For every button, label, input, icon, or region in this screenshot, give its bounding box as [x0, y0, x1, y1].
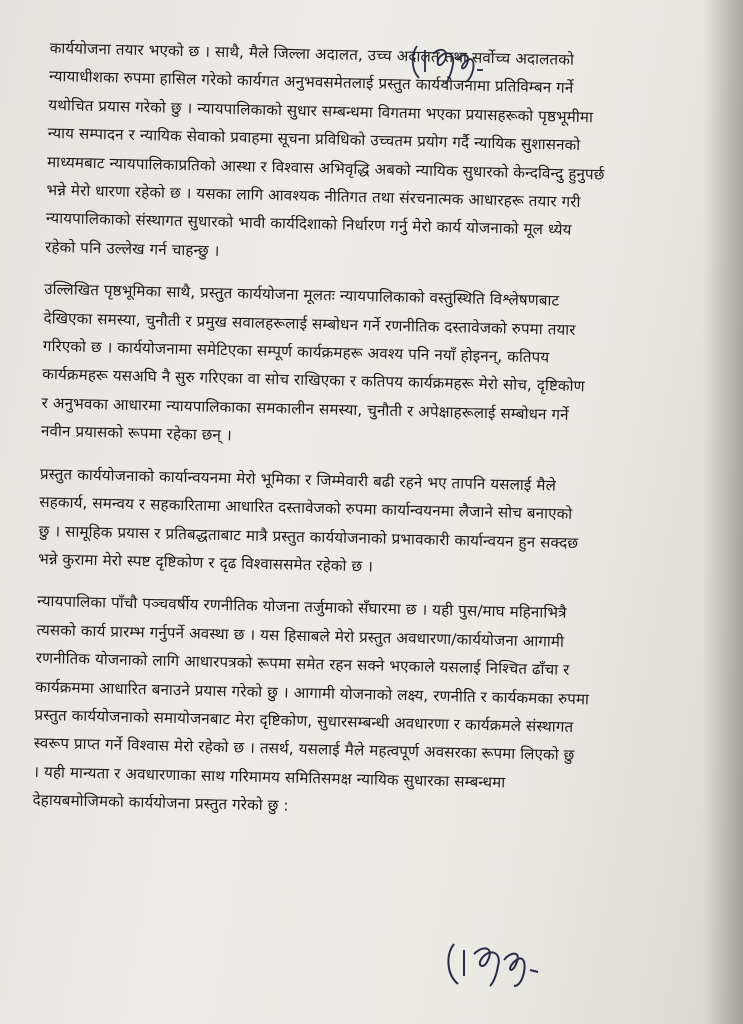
text-line: । यही मान्यता र अवधारणाका साथ गरिमामय समितिसमक्ष न्यायिक सुधारका सम्बन्धमा — [33, 762, 506, 792]
text-line: कार्यक्रममा आधारित बनाउने प्रयास गरेको छु । आगामी योजनाको लक्ष्य, रणनीति र कार्यकमका रुपमा — [34, 677, 590, 708]
signature-bottom — [440, 930, 550, 990]
text-line: न्याय सम्पादन र न्यायिक सेवाको प्रवाहमा सूचना प्रविधिको उच्चतम प्रयोग गर्दै न्यायिक सुशासनको — [47, 124, 581, 155]
text-line: रहेको पनि उल्लेख गर्न चाहन्छु । — [44, 237, 220, 260]
text-line: नवीन प्रयासको रूपमा रहेका छन् । — [40, 422, 233, 445]
text-line: न्यायपालिका पाँचौ पञ्चवर्षीय रणनीतिक योजना तर्जुमाको सँघारमा छ । यही पुस/माघ महिनाभित्रै — [36, 592, 567, 623]
text-line: त्यसको कार्य प्रारम्भ गर्नुपर्ने अवस्था छ । यस हिसाबले मेरो प्रस्तुत अवधारणा/कार्ययोजना आगामी — [36, 620, 565, 651]
text-line: र अनुभवका आधारमा न्यायपालिकाका समकालीन समस्या, चुनौती र अपेक्षाहरूलाई सम्बोधन गर्ने — [41, 393, 569, 424]
text-line: सहकार्य, समन्वय र सहकारितामा आधारित दस्तावेजको रुपमा कार्यान्वयनमा लैजाने सोच बनाएको — [39, 492, 573, 524]
text-line: कार्यक्रमहरू यसअघि नै सुरु गरिएका वा सोच राखिएका र कतिपय कार्यक्रमहरू मेरो सोच, दृष्टिकोण — [42, 365, 585, 396]
text-line: न्यायपालिकाको संस्थागत सुधारको भावी कार्यदिशाको निर्धारण गर्नु मेरो कार्य योजनाको मूल ध्येय — [45, 209, 572, 240]
signature-top — [405, 36, 495, 86]
text-line: देहायबमोजिमको कार्ययोजना प्रस्तुत गरेको छु : — [32, 790, 289, 815]
page-shadow — [703, 0, 743, 1024]
text-line: गरिएको छ । कार्ययोजनामा समेटिएका सम्पूर्ण कार्यक्रमहरू अवश्य पनि नयाँ होइनन्, कतिपय — [42, 336, 550, 367]
paragraph-2 — [41, 275, 735, 461]
text-line: उल्लिखित पृष्ठभूमिका साथै, प्रस्तुत कार्ययोजना मूलतः न्यायपालिकाको वस्तुस्थिति विश्लेषणबाट — [44, 280, 560, 310]
text-line: माध्यमबाट न्यायपालिकाप्रतिको आस्था र विश्वास अभिवृद्धि अबको न्यायिक सुधारको केन्दविन्दु हुनुपर्छ — [46, 152, 605, 184]
text-line: प्रस्तुत कार्ययोजनाको समायोजनबाट मेरा दृष्टिकोण, सुधारसम्बन्धी अवधारणा र कार्यक्रमले संस्थागत — [34, 705, 574, 736]
text-line: यथोचित प्रयास गरेको छु । न्यायपालिकाको सुधार सम्बन्धमा विगतमा भएका प्रयासहरूको पृष्ठभूमीमा — [48, 95, 594, 127]
text-line: छु । सामूहिक प्रयास र प्रतिबद्धताबाट मात्रै प्रस्तुत कार्ययोजनाको प्रभावकारी कार्यान्वयन हुन सक्दछ — [38, 521, 579, 552]
text-line: रणनीतिक योजनाको लागि आधारपत्रको रूपमा समेत रहन सक्ने भएकाले यसलाई निश्चित ढाँचा र — [35, 648, 570, 680]
text-line: कार्ययोजना तयार भएको छ । साथै, मैले जिल्ला अदालत, उच्च अदालत तथा सर्वोच्च अदालतको — [49, 38, 575, 69]
text-line: न्यायाधीशका रुपमा हासिल गरेको कार्यगत अनुभवसमेतलाई प्रस्तुत कार्ययोजनामा प्रतिविम्बन गर्ने — [48, 67, 574, 98]
paragraph-4 — [32, 587, 727, 830]
text-line: स्वरूप प्राप्त गर्ने विश्वास मेरो रहेको छ । तसर्थ, यसलाई मैले महत्वपूर्ण अवसरका रूपमा लिएको छु — [33, 734, 575, 765]
text-line: देखिएका समस्या, चुनौती र प्रमुख सवालहरूलाई सम्बोधन गर्ने रणनीतिक दस्तावेजको रुपमा तयार — [43, 308, 576, 339]
paragraph-1 — [45, 34, 740, 277]
paragraph-3 — [38, 460, 730, 589]
text-line: भन्ने मेरो धारणा रहेको छ । यसका लागि आवश्यक नीतिगत तथा संरचनात्मक आधारहरू तयार गरी — [46, 180, 581, 212]
document-body — [32, 34, 740, 844]
text-line: भन्ने कुरामा मेरो स्पष्ट दृष्टिकोण र दृढ विश्वाससमेत रहेको छ । — [37, 549, 374, 576]
text-line: प्रस्तुत कार्ययोजनाको कार्यान्वयनमा मेरो भूमिका र जिम्मेवारी बढी रहने भए तापनि यसलाई मैले — [39, 464, 557, 495]
